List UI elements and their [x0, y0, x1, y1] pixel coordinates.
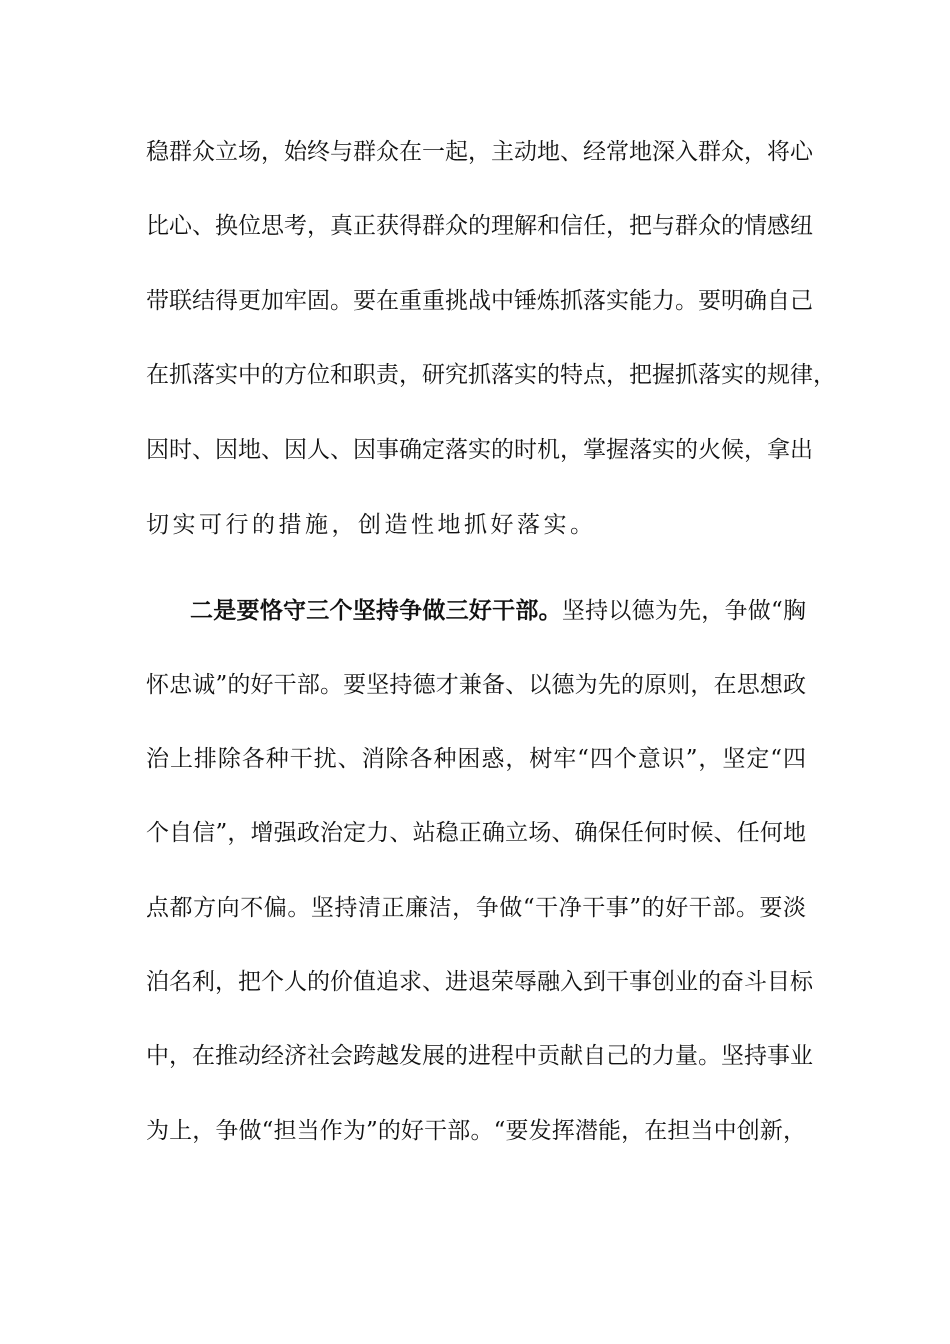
paragraph-1-line-5 — [146, 430, 813, 470]
paragraph-2-first-line — [190, 591, 806, 631]
text-line: 个自信”，增强政治定力、站稳正确立场、确保任何时候、任何地 — [146, 820, 806, 846]
text-line: 为上，争做“担当作为”的好干部。“要发挥潜能，在担当中创新， — [146, 1118, 806, 1144]
paragraph-2-line-6 — [146, 962, 813, 1002]
paragraph-2-line-4 — [146, 813, 806, 853]
text-line: 中，在推动经济社会跨越发展的进程中贡献自己的力量。坚持事业 — [146, 1043, 813, 1069]
text-line: 坚持以德为先，争做“胸 — [561, 598, 806, 624]
paragraph-2-line-5 — [146, 888, 806, 928]
text-line: 带联结得更加牢固。要在重重挑战中锤炼抓落实能力。要明确自己 — [146, 288, 813, 314]
text-line: 点都方向不偏。坚持清正廉洁，争做“干净干事”的好干部。要淡 — [146, 895, 806, 921]
text-line: 泊名利，把个人的价值追求、进退荣辱融入到干事创业的奋斗目标 — [146, 969, 813, 995]
text-line: 在抓落实中的方位和职责，研究抓落实的特点，把握抓落实的规律， — [146, 362, 836, 388]
paragraph-2-line-8 — [146, 1111, 806, 1151]
paragraph-1-line-2 — [146, 206, 813, 246]
text-line: 治上排除各种干扰、消除各种困惑，树牢“四个意识”，坚定“四 — [146, 746, 806, 772]
paragraph-1-line-3 — [146, 281, 813, 321]
section-heading: 二是要恪守三个坚持争做三好干部。 — [190, 597, 562, 624]
paragraph-2-line-2 — [146, 665, 806, 705]
text-line: 因时、因地、因人、因事确定落实的时机，掌握落实的火候，拿出 — [146, 437, 813, 463]
text-line: 切实可行的措施，创造性地抓好落实。 — [146, 512, 597, 538]
paragraph-2-line-3 — [146, 739, 806, 779]
paragraph-1-line-1 — [146, 132, 813, 172]
paragraph-1-line-6 — [146, 505, 806, 545]
text-line: 怀忠诚”的好干部。要坚持德才兼备、以德为先的原则，在思想政 — [146, 672, 806, 698]
text-line: 稳群众立场，始终与群众在一起，主动地、经常地深入群众，将心 — [146, 139, 813, 165]
paragraph-2-line-1 — [190, 591, 806, 631]
text-line: 比心、换位思考，真正获得群众的理解和信任，把与群众的情感纽 — [146, 213, 813, 239]
paragraph-2-line-7 — [146, 1036, 813, 1076]
paragraph-1-line-4 — [146, 355, 836, 395]
